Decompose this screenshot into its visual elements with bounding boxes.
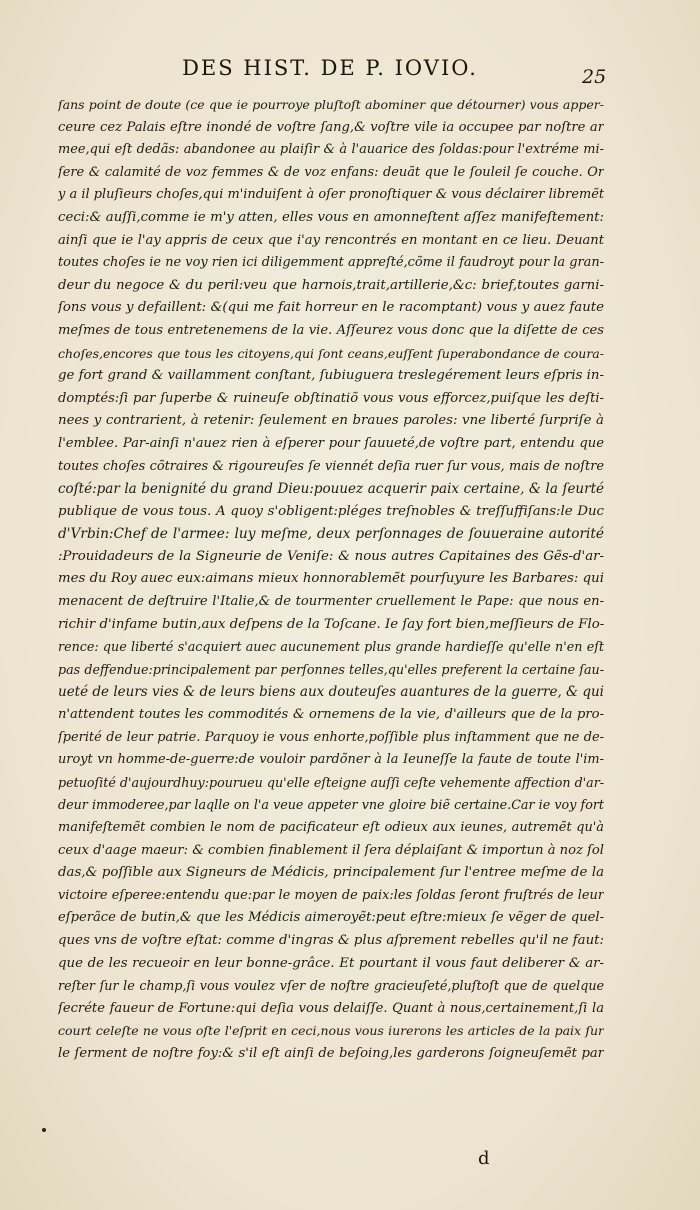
- text-line: publique de vous tous. A quoy s'obligent:pléges treſnobles & treſſuffiſans:le Duc: [58, 503, 604, 519]
- text-line: das,& poſſible aux Signeurs de Médicis, principalement ſur l'entree meſme de la: [58, 865, 604, 881]
- text-line: ſans point de doute (ce que ie pourroye pluſtoſt abominer que détourner) vous apper-: [58, 97, 604, 112]
- text-line: toutes choſes ie ne voy rien ici diligemment appreſté,cõme il faudroyt pour la gran-: [58, 255, 604, 271]
- text-line: nees y contrarient, à retenir: ſeulement en braues paroles: vne liberté ſurpriſe à: [58, 413, 604, 429]
- text-line: pas deffendue:principalement par perſonnes telles,qu'elles preferent la certaine ſau-: [58, 661, 604, 677]
- text-line: ceux d'aage maeur: & combien finablement il ſera déplaiſant & importun à noz ſol: [58, 842, 604, 858]
- text-line: ueté de leurs vies & de leurs biens aux douteuſes auantures de la guerre, & qui: [58, 684, 604, 701]
- text-line: deur immoderee,par laqlle on l'a veue appeter vne gloire biẽ certaine.Car ie voy fort: [58, 797, 604, 813]
- text-line: ge fort grand & vaillamment conſtant, ſubiuguera treslegérement leurs eſpris in-: [58, 368, 604, 384]
- text-line: le ſerment de noſtre foy:& s'il eſt ainſi de beſoing,les garderons ſoigneuſemẽt par: [58, 1045, 604, 1061]
- text-line: ſecréte faueur de Fortune:qui deſia vous delaiſſe. Quant à nous,certainement,ſi la: [58, 1000, 604, 1016]
- text-line: coſté:par la benignité du grand Dieu:pouuez acquerir paix certaine, & la ſeurté: [58, 481, 604, 498]
- text-line: richir d'infame butin,aux deſpens de la Toſcane. Ie ſay fort bien,meſſieurs de Flo-: [58, 616, 604, 632]
- text-line: toutes choſes cõtraires & rigoureuſes ſe viennét deſia ruer ſur vous, mais de noſtre: [58, 458, 604, 474]
- text-line: petuoſité d'aujourdhuy:pourueu qu'elle eſteigne auſſi ceſte vehemente affection d'ar-: [58, 774, 604, 790]
- signature-mark: d: [478, 1148, 490, 1169]
- text-line: ques vns de voſtre eſtat: comme d'ingras & plus aſprement rebelles qu'il ne faut:: [58, 932, 604, 948]
- text-line: meſmes de tous entretenemens de la vie. Aſſeurez vous donc que la diſette de ces: [58, 322, 604, 338]
- text-line: :Prouidadeurs de la Signeurie de Veniſe: & nous autres Capitaines des Gẽs-d'ar-: [58, 548, 604, 564]
- text-line: uroyt vn homme-de-guerre:de vouloir pardõner à la Ieuneſſe la faute de toute l'im-: [58, 752, 604, 768]
- text-line: deur du negoce & du peril:veu que harnois,trait,artillerie,&c: brief,toutes garni-: [58, 277, 604, 293]
- text-line: ceure cez Palais eſtre inondé de voſtre ſang,& voſtre vile ia occupee par noſtre ar: [58, 119, 604, 135]
- text-line: eſperãce de butin,& que les Médicis aimeroyẽt:peut eſtre:mieux ſe vẽger de quel-: [58, 910, 604, 926]
- text-line: ainſi que ie l'ay appris de ceux que i'ay rencontrés en montant en ce lieu. Deuant: [58, 232, 604, 248]
- text-line: rence: que liberté s'acquiert auec aucunement plus grande hardieſſe qu'elle n'en eſt: [58, 639, 604, 655]
- text-line: n'attendent toutes les commodités & ornemens de la vie, d'ailleurs que de la pro-: [58, 707, 604, 723]
- page-number: 25: [582, 66, 607, 88]
- text-line: court celeſte ne vous oſte l'eſprit en ceci,nous vous iurerons les articles de la paix ſur: [58, 1023, 604, 1039]
- text-line: que de les recueoir en leur bonne-grâce. Et pourtant il vous faut deliberer & ar-: [58, 955, 604, 971]
- text-line: mee,qui eſt dedãs: abandonee au plaiſir & à l'auarice des ſoldas:pour l'extréme mi-: [58, 142, 604, 158]
- text-block: [58, 94, 604, 1066]
- running-head: DES HIST. DE P. IOVIO.: [182, 56, 478, 80]
- text-line: ſons vous y defaillent: &(qui me fait horreur en le racomptant) vous y auez faute: [58, 300, 604, 316]
- text-line: choſes,encores que tous les citoyens,qui ſont ceans,euſſent ſuperabondance de coura-: [58, 345, 604, 361]
- text-line: l'emblee. Par-ainſi n'auez rien à eſperer pour ſauueté,de voſtre part, entendu que: [58, 435, 604, 451]
- text-line: ceci:& auſſi,comme ie m'y atten, elles vous en amonneſtent aſſez manifeſtement:: [58, 209, 604, 225]
- text-line: menacent de deſtruire l'Italie,& de tourmenter cruellement le Pape: que nous en-: [58, 594, 604, 610]
- text-line: domptés:ſi par ſuperbe & ruineuſe obſtinatiõ vous vous efforcez,puiſque les deſti-: [58, 390, 604, 406]
- text-line: mes du Roy auec eux:aimans mieux honnorablemẽt pourſuyure les Barbares: qui: [58, 571, 604, 587]
- text-line: y a il pluſieurs choſes,qui m'induiſent à oſer pronoſtiquer & vous déclairer libremẽt: [58, 187, 604, 203]
- ink-speck: [42, 1128, 46, 1132]
- text-line: d'Vrbin:Chef de l'armee: luy meſme, deux perſonnages de ſouueraine autorité: [58, 526, 604, 543]
- text-line: ſperité de leur patrie. Parquoy ie vous enhorte,poſſible plus inſtamment que ne de-: [58, 729, 604, 745]
- text-line: victoire eſperee:entendu que:par le moyen de paix:les ſoldas ſeront fruſtrés de leur: [58, 887, 604, 903]
- text-line: manifeſtemẽt combien le nom de pacificateur eſt odieux aux ieunes, autremẽt qu'à: [58, 820, 604, 835]
- text-line: ſere & calamité de voz femmes & de voz enfans: deuãt que le ſouleil ſe couche. Or: [58, 164, 604, 180]
- text-line: reſter ſur le champ,ſi vous voulez vſer de noſtre gracieuſeté,pluſtoſt que de quelque: [58, 978, 604, 994]
